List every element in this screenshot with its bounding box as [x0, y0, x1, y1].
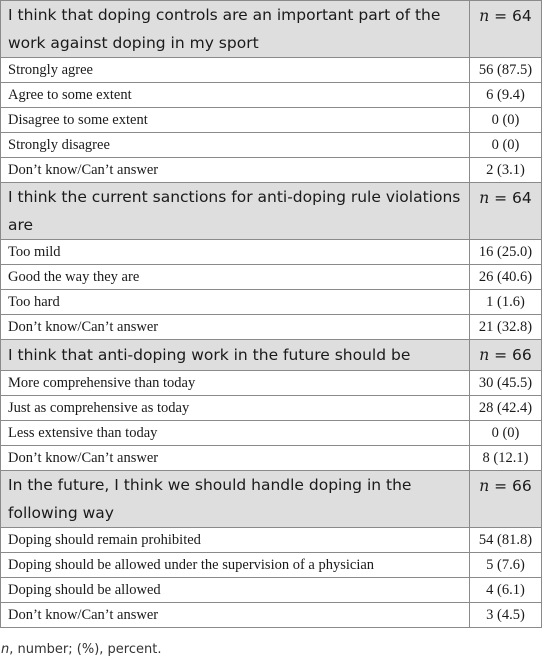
- response-label: Don’t know/Can’t answer: [1, 446, 470, 471]
- n-label: n: [479, 477, 490, 495]
- question-cell: I think that anti-doping work in the future should be: [1, 340, 470, 371]
- response-label: Too mild: [1, 240, 470, 265]
- table-row: [1, 396, 542, 421]
- response-value: 5 (7.6): [470, 553, 542, 578]
- response-label: Doping should be allowed: [1, 578, 470, 603]
- n-cell: [470, 1, 542, 58]
- response-label: Strongly agree: [1, 58, 470, 83]
- n-cell: [470, 340, 542, 371]
- n-label: n: [479, 7, 490, 25]
- table-row: [1, 603, 542, 628]
- n-value: = 66: [494, 477, 532, 495]
- response-label: Disagree to some extent: [1, 108, 470, 133]
- table-row: [1, 108, 542, 133]
- table-row: [1, 158, 542, 183]
- table-row: [1, 371, 542, 396]
- response-label: More comprehensive than today: [1, 371, 470, 396]
- response-value: 30 (45.5): [470, 371, 542, 396]
- response-label: Doping should be allowed under the supervision of a physician: [1, 553, 470, 578]
- table-footnote: [1, 642, 161, 657]
- footnote-n-symbol: n: [1, 642, 10, 657]
- response-value: 26 (40.6): [470, 265, 542, 290]
- section-header: [1, 471, 542, 528]
- table-row: [1, 446, 542, 471]
- table-row: [1, 578, 542, 603]
- response-value: 0 (0): [470, 108, 542, 133]
- response-label: Don’t know/Can’t answer: [1, 158, 470, 183]
- question-cell: I think that doping controls are an important part of the work against doping in my sport: [1, 1, 470, 58]
- section-header: [1, 340, 542, 371]
- n-cell: [470, 183, 542, 240]
- table-row: [1, 265, 542, 290]
- response-value: 0 (0): [470, 421, 542, 446]
- response-label: Don’t know/Can’t answer: [1, 315, 470, 340]
- response-label: Agree to some extent: [1, 83, 470, 108]
- response-value: 21 (32.8): [470, 315, 542, 340]
- table-row: [1, 315, 542, 340]
- n-value: = 66: [494, 346, 532, 364]
- question-cell: In the future, I think we should handle doping in the following way: [1, 471, 470, 528]
- table-row: [1, 133, 542, 158]
- response-value: 0 (0): [470, 133, 542, 158]
- response-value: 54 (81.8): [470, 528, 542, 553]
- table-row: [1, 528, 542, 553]
- response-value: 2 (3.1): [470, 158, 542, 183]
- response-value: 8 (12.1): [470, 446, 542, 471]
- table-row: [1, 58, 542, 83]
- response-label: Less extensive than today: [1, 421, 470, 446]
- response-label: Just as comprehensive as today: [1, 396, 470, 421]
- response-label: Too hard: [1, 290, 470, 315]
- table-row: [1, 83, 542, 108]
- response-value: 28 (42.4): [470, 396, 542, 421]
- response-value: 6 (9.4): [470, 83, 542, 108]
- section-header: [1, 183, 542, 240]
- table-row: [1, 421, 542, 446]
- response-value: 56 (87.5): [470, 58, 542, 83]
- response-label: Don’t know/Can’t answer: [1, 603, 470, 628]
- footnote-text: , number; (%), percent.: [9, 642, 162, 657]
- question-cell: I think the current sanctions for anti-doping rule violations are: [1, 183, 470, 240]
- response-value: 3 (4.5): [470, 603, 542, 628]
- response-label: Doping should remain prohibited: [1, 528, 470, 553]
- n-value: = 64: [494, 189, 532, 207]
- section-header: [1, 1, 542, 58]
- n-label: n: [479, 346, 490, 364]
- table-row: [1, 290, 542, 315]
- response-value: 16 (25.0): [470, 240, 542, 265]
- response-value: 4 (6.1): [470, 578, 542, 603]
- table-row: [1, 240, 542, 265]
- table-row: [1, 553, 542, 578]
- response-label: Good the way they are: [1, 265, 470, 290]
- n-value: = 64: [494, 7, 532, 25]
- response-label: Strongly disagree: [1, 133, 470, 158]
- n-label: n: [479, 189, 490, 207]
- response-value: 1 (1.6): [470, 290, 542, 315]
- n-cell: [470, 471, 542, 528]
